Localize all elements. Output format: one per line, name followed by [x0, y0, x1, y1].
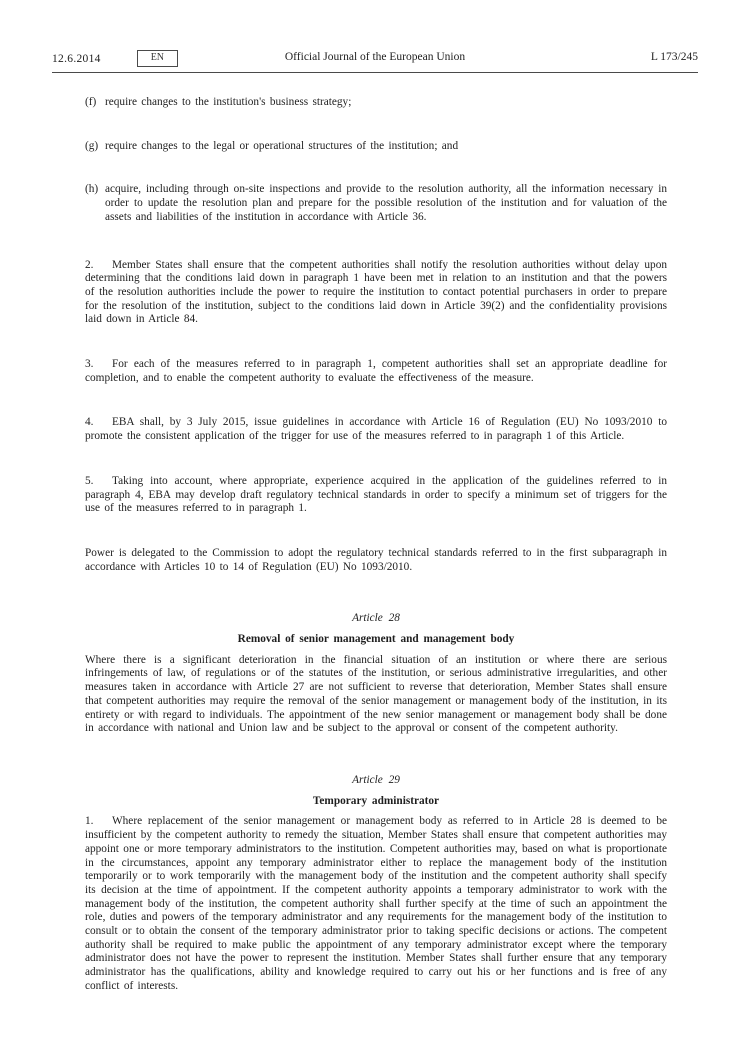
paragraph-3 — [85, 358, 667, 385]
paragraph-3-number: 3. — [85, 358, 94, 371]
page-header — [52, 50, 698, 70]
point-f-text: require changes to the institution's business strategy; — [105, 96, 352, 108]
article-28-number: Article 28 — [352, 612, 400, 625]
page-reference: L 173/245 — [650, 51, 698, 63]
paragraph-4-number: 4. — [85, 416, 94, 429]
language-badge: EN — [137, 50, 178, 67]
article-28-body: Where there is a significant deterioration in the financial situation of an institution or where there are serious infringements of law, of regulations or of the statutes of the institution, or serious administrative irregularities, and other measures taken in accordance with Article 27 are not sufficient to reverse that deterioration, Member States shall ensure that competent authorities may require the removal of the senior management or management body of the institution, in its entirety or with regard to individuals. The appointment of the new senior management or management body shall be done in accordance with national and Union law and be subject to the approval or consent of the competent authority. — [85, 653, 667, 735]
point-h-text: acquire, including through on-site inspections and provide to the resolution authority, all the information necessary in order to update the resolution plan and prepare for the possible resolution of the institution and for valuation of the assets and liabilities of the institution in accordance with Article 36. — [105, 183, 667, 223]
paragraph-4-text: EBA shall, by 3 July 2015, issue guidelines in accordance with Article 16 of Regulation (EU) No 1093/2010 to promote the consistent application of the trigger for use of the measures referred to in paragraph 1 of this Article. — [85, 416, 667, 443]
paragraph-2-text: Member States shall ensure that the competent authorities shall notify the resolution authorities without delay upon determining that the conditions laid down in paragraph 1 have been met in relation to an institution and that the powers of the resolution authorities include the power to require the institution to contact potential purchasers in order to prepare for the resolution of the institution, subject to the conditions laid down in Article 39(2) and the confidentiality provisions laid down in Article 84. — [85, 258, 667, 326]
article-29-paragraph-1-number: 1. — [85, 815, 94, 828]
header-divider — [52, 72, 698, 73]
paragraph-5 — [85, 475, 667, 516]
point-g-text: require changes to the legal or operational structures of the institution; and — [105, 139, 459, 152]
article-29-number: Article 29 — [352, 773, 400, 786]
paragraph-3-text: For each of the measures referred to in paragraph 1, competent authorities shall set an appropriate deadline for completion, and to enable the competent authority to evaluate the effectiveness of the measure. — [85, 358, 667, 384]
paragraph-5-number: 5. — [85, 474, 94, 487]
point-h — [85, 183, 667, 224]
paragraph-4 — [85, 416, 667, 443]
paragraph-2 — [85, 259, 667, 328]
paragraph-2-number: 2. — [85, 258, 94, 271]
point-h-label: (h) — [85, 183, 99, 196]
article-28-title: Removal of senior management and management body — [237, 633, 515, 646]
point-f-label: (f) — [85, 96, 97, 108]
point-f — [85, 96, 667, 110]
point-g — [85, 140, 667, 154]
journal-title: Official Journal of the European Union — [284, 51, 466, 63]
paragraph-5-text: Taking into account, where appropriate, experience acquired in the application of the guidelines referred to in paragraph 4, EBA may develop draft regulatory technical standards in order to specify a minimum set of triggers for the use of the measures referred to in paragraph 1. — [85, 474, 667, 515]
article-29-paragraph-1 — [85, 815, 667, 993]
document-body — [85, 96, 667, 994]
publication-date: 12.6.2014 — [52, 52, 101, 65]
delegation-subparagraph: Power is delegated to the Commission to adopt the regulatory technical standards referred to in the first subparagraph in accordance with Articles 10 to 14 of Regulation (EU) No 1093/2010. — [85, 546, 667, 573]
article-29-title: Temporary administrator — [312, 794, 440, 807]
article-29-paragraph-1-text: Where replacement of the senior management or management body as referred to in Article 28 is deemed to be insufficient by the competent authority to remedy the situation, Member States shall ensure that competent authorities may appoint one or more temporary administrators to the institution. Competent authorities may, based on what is proportionate in the circumstances, appoint any temporary administrator either to replace the management body of the institution temporarily or to work temporarily with the management body of the institution and the competent authority shall specify its decision at the time of appointment. If the competent authority appoints a temporary administrator to work with the management body of the institution, the competent authority shall further specify at the time of such an appointment the role, duties and powers of the temporary administrator and any requirements for the management body of the institution to consult or to obtain the consent of the temporary administrator prior to taking specific decisions or actions. The competent authority shall be required to make public the appointment of any temporary administrator except where the temporary administrator does not have the power to represent the institution. Member States shall further ensure that any temporary administrator has the qualifications, ability and knowledge required to carry out his or her functions and is free of any conflict of interests. — [85, 815, 667, 992]
point-g-label: (g) — [85, 139, 99, 152]
